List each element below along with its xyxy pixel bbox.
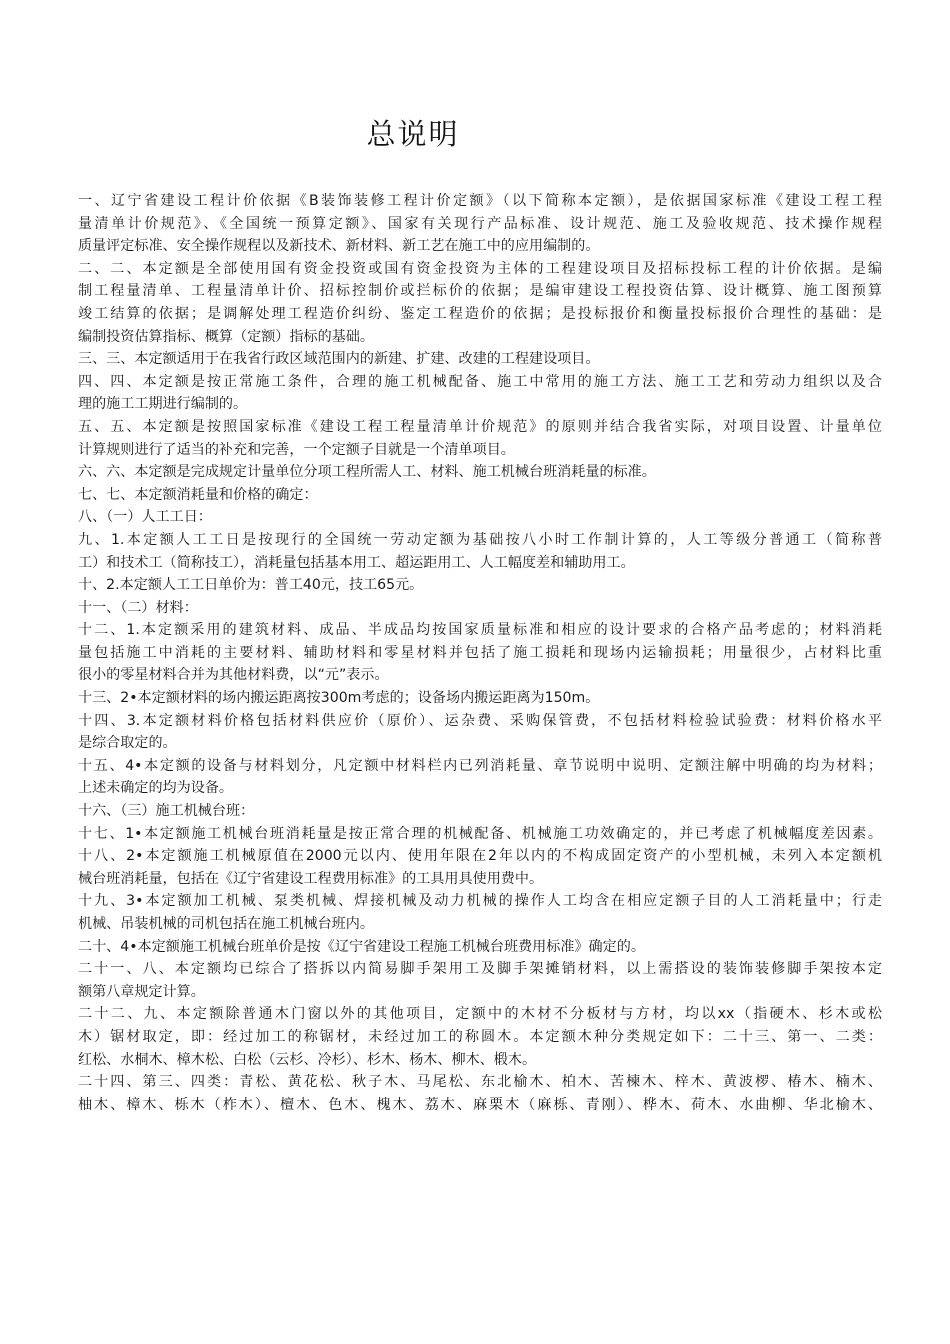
text-line: 是综合取定的。 (78, 735, 177, 752)
text-line: 十七、1•本定额施工机械台班消耗量是按正常合理的机械配备、机械施工功效确定的，并已考虑了机械幅度差因素。 (78, 825, 882, 842)
text-line: 二十二、九、本定额除普通木门窗以外的其他项目，定额中的木材不分板材与方材，均以xx（指硬木、杉木或松 (78, 1006, 882, 1023)
text-line: 五、五、本定额是按照国家标准《建设工程工程量清单计价规范》的原则并结合我省实际，对项目设置、计量单位 (78, 418, 882, 435)
text-line: 十八、2•本定额施工机械原值在2000元以内、使用年限在2年以内的不构成固定资产的小型机械，未列入本定额机 (78, 848, 882, 865)
text-line: 竣工结算的依据；是调解处理工程造价纠纷、鉴定工程造价的依据；是投标报价和衡量投标报价合理性的基础：是 (78, 305, 882, 322)
text-line: 红松、水桐木、樟木松、白松（云杉、冷杉）、杉木、杨木、柳木、椴木。 (78, 1051, 537, 1068)
text-line: 二十、4•本定额施工机械台班单价是按《辽宁省建设工程施工机械台班费用标准》确定的。 (78, 938, 645, 955)
text-line: 十、2.本定额人工工日单价为：普工40元，技工65元。 (78, 577, 424, 594)
text-line: 十五、4•本定额的设备与材料划分，凡定额中材料栏内已列消耗量、章节说明中说明、定额注解中明确的均为材料； (78, 757, 882, 774)
text-line: 六、六、本定额是完成规定计量单位分项工程所需人工、材料、施工机械台班消耗量的标准。 (78, 464, 656, 481)
text-line: 四、四、本定额是按正常施工条件，合理的施工机械配备、施工中常用的施工方法、施工工艺和劳动力组织以及合 (78, 373, 882, 390)
text-line: 柚木、樟木、栎木（柞木）、檀木、色木、槐木、荔木、麻栗木（麻栎、青刚）、桦木、荷木、水曲柳、华北榆木、 (78, 1096, 882, 1113)
text-line: 制工程量清单、工程量清单计价、招标控制价或拦标价的依据；是编审建设工程投资估算、设计概算、施工图预算 (78, 283, 882, 300)
text-line: 二、二、本定额是全部使用国有资金投资或国有资金投资为主体的工程建设项目及招标投标工程的计价依据。是编 (78, 260, 882, 277)
text-line: 一、辽宁省建设工程计价依据《B装饰装修工程计价定额》（以下简称本定额），是依据国家标准《建设工程工程 (78, 193, 882, 209)
text-line: 十四、3.本定额材料价格包括材料供应价（原价）、运杂费、采购保管费，不包括材料检验试验费：材料价格水平 (78, 712, 882, 729)
text-line: 理的施工工期进行编制的。 (78, 396, 248, 413)
text-line: 编制投资估算指标、概算（定额）指标的基础。 (78, 328, 374, 345)
text-line: 九、1.本定额人工工日是按现行的全国统一劳动定额为基础按八小时工作制计算的，人工等级分普通工（简称普 (78, 531, 882, 548)
text-line: 上述未确定的均为设备。 (78, 780, 234, 797)
text-line: 质量评定标准、安全操作规程以及新技术、新材料、新工艺在施工中的应用编制的。 (78, 238, 600, 255)
text-line: 七、七、本定额消耗量和价格的确定： (78, 486, 318, 503)
text-line: 十九、3•本定额加工机械、泵类机械、焊接机械及动力机械的操作人工均含在相应定额子目的人工消耗量中；行走 (78, 893, 882, 910)
text-line: 工）和技术工（简称技工），消耗量包括基本用工、超运距用工、人工幅度差和辅助用工。 (78, 554, 635, 571)
text-line: 十三、2•本定额材料的场内搬运距离按300m考虑的；设备场内搬运距离为150m。 (78, 690, 600, 707)
text-line: 十二、1.本定额采用的建筑材料、成品、半成品均按国家质量标准和相应的设计要求的合格产品考虑的；材料消耗 (78, 622, 882, 639)
text-line: 机械、吊装机械的司机包括在施工机械台班内。 (78, 916, 374, 932)
document-body (78, 190, 882, 1116)
text-line: 额第八章规定计算。 (78, 983, 205, 1000)
text-line: 量包括施工中消耗的主要材料、辅助材料和零星材料并包括了施工损耗和现场内运输损耗；用量很少，占材料比重 (78, 644, 882, 661)
text-line: 十六、（三）施工机械台班： (78, 803, 255, 820)
text-line: 量清单计价规范》、《全国统一预算定额》、国家有关现行产品标准、设计规范、施工及验收规范、技术操作规程 (78, 215, 882, 232)
page-title: 总说明 (366, 117, 460, 151)
text-line: 八、（一）人工工日： (78, 509, 212, 526)
text-line: 三、三、本定额适用于在我省行政区域范围内的新建、扩建、改建的工程建设项目。 (78, 351, 600, 368)
text-line: 计算规则进行了适当的补充和完善，一个定额子目就是一个清单项目。 (78, 441, 515, 458)
text-line: 十一、（二）材料： (78, 599, 198, 616)
text-line: 二十四、第三、四类：青松、黄花松、秋子木、马尾松、东北榆木、柏木、苦楝木、梓木、黄波椤、椿木、楠木、 (78, 1074, 882, 1091)
text-line: 二十一、八、本定额均已综合了搭拆以内简易脚手架用工及脚手架摊销材料，以上需搭设的装饰装修脚手架按本定 (78, 961, 882, 978)
text-line: 很小的零星材料合并为其他材料费，以“元”表示。 (78, 667, 389, 684)
text-line: 械台班消耗量，包括在《辽宁省建设工程费用标准》的工具用具使用费中。 (78, 870, 544, 887)
text-line: 木）锯材取定，即：经过加工的称锯材，未经过加工的称圆木。本定额木种分类规定如下：二十三、第一、二类： (78, 1028, 882, 1045)
